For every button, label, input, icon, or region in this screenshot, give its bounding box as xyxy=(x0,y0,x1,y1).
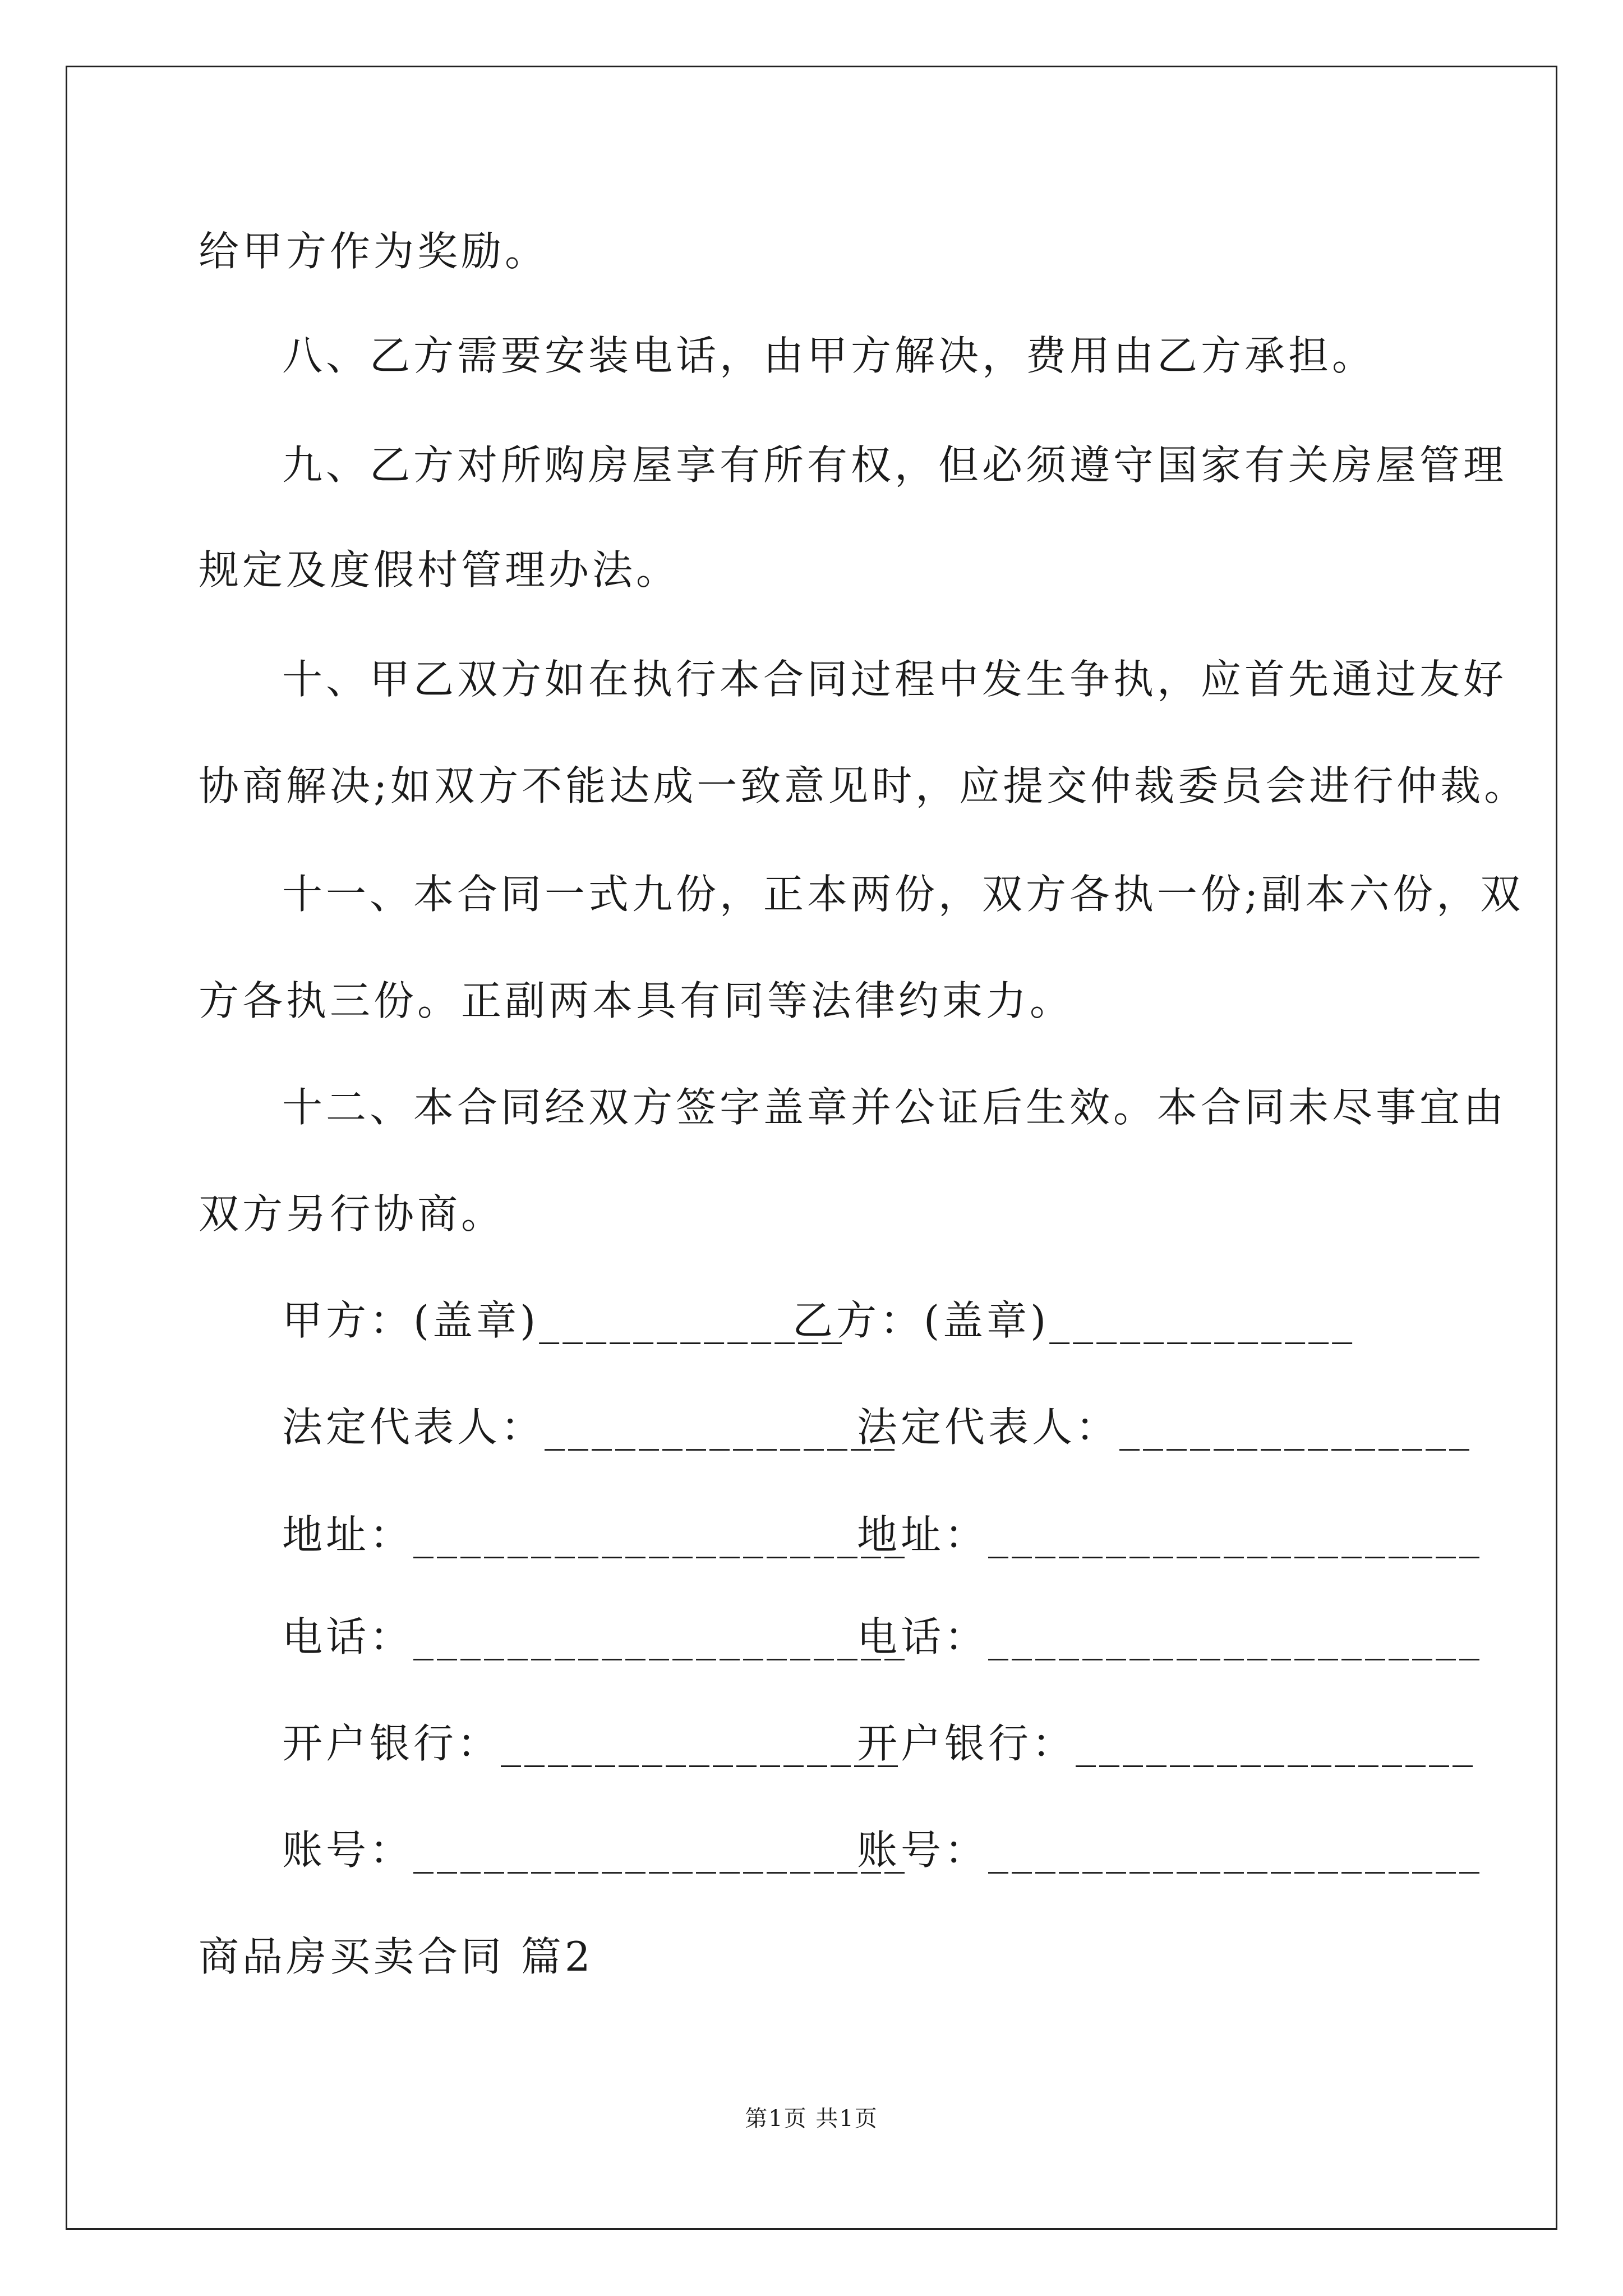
party-a-legal-rep-field: 法定代表人：_______________ xyxy=(282,1404,898,1451)
party-b-address-field: 地址：_____________________ xyxy=(857,1511,1483,1558)
paragraph-line: 十一、本合同一式九份，正本两份，双方各执一份;副本六份，双 xyxy=(282,871,1524,918)
party-b-legal-rep-field: 法定代表人：_______________ xyxy=(857,1404,1473,1451)
paragraph-line: 八、乙方需要安装电话，由甲方解决，费用由乙方承担。 xyxy=(282,332,1376,379)
paragraph-line: 十二、本合同经双方签字盖章并公证后生效。本合同未尽事宜由 xyxy=(282,1084,1507,1131)
party-b-bank-field: 开户银行：_________________ xyxy=(857,1720,1477,1767)
party-a-account-field: 账号：_____________________ xyxy=(282,1826,909,1874)
paragraph-line: 九、乙方对所购房屋享有所有权，但必须遵守国家有关房屋管理 xyxy=(282,441,1507,489)
party-b-phone-field: 电话：_____________________ xyxy=(857,1613,1483,1660)
party-a-bank-field: 开户银行：_________________ xyxy=(282,1720,902,1767)
paragraph-line: 规定及度假村管理办法。 xyxy=(199,546,680,593)
paragraph-line: 十、甲乙双方如在执行本合同过程中发生争执，应首先通过友好 xyxy=(282,656,1507,703)
party-b-account-field: 账号：_____________________ xyxy=(857,1826,1483,1874)
paragraph-line: 协商解决;如双方不能达成一致意见时，应提交仲裁委员会进行仲裁。 xyxy=(199,762,1528,809)
party-b-seal-field: 乙方：(盖章)_____________ xyxy=(792,1297,1356,1344)
party-a-seal-field: 甲方：(盖章)_____________ xyxy=(282,1297,846,1344)
page-footer: 第1页 共1页 xyxy=(745,2106,878,2132)
party-a-address-field: 地址：_____________________ xyxy=(282,1511,909,1558)
party-a-phone-field: 电话：_____________________ xyxy=(282,1613,909,1660)
page-frame xyxy=(66,66,1557,2230)
paragraph-line: 方各执三份。正副两本具有同等法律约束力。 xyxy=(199,977,1074,1024)
section-title: 商品房买卖合同 篇2 xyxy=(199,1933,594,1980)
paragraph-line: 双方另行协商。 xyxy=(199,1190,505,1237)
paragraph-line: 给甲方作为奖励。 xyxy=(199,228,549,275)
